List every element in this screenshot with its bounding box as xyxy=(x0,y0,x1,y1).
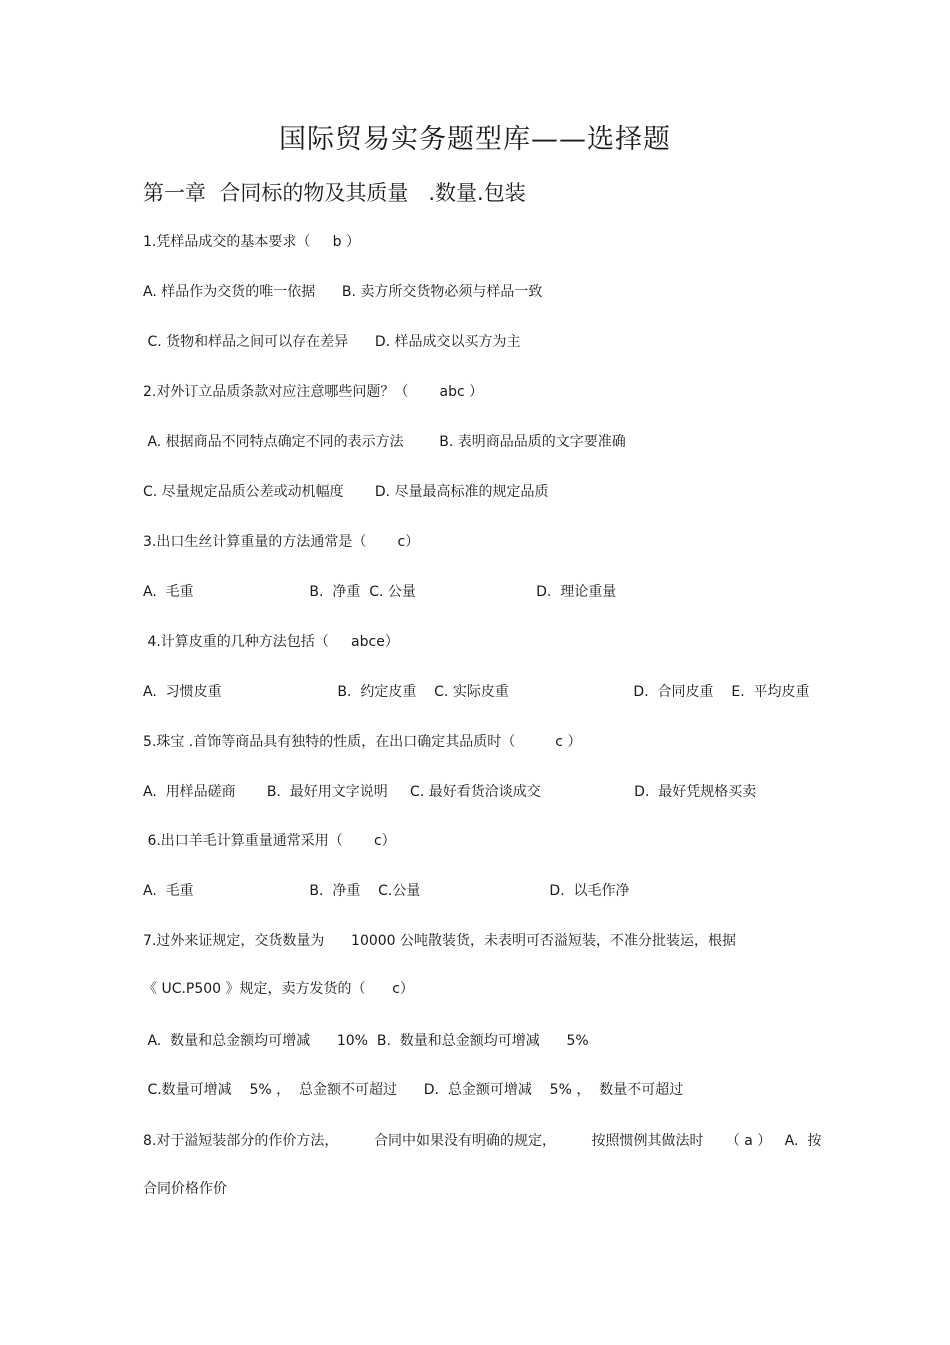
question-8-continued: 合同价格作价 xyxy=(143,1181,227,1197)
question-7: 7.过外来证规定，交货数量为 10000 公吨散装货，未表明可否溢短装，不准分批装运，根据 xyxy=(143,933,737,949)
question-1-options-ab: A. 样品作为交货的唯一依据 B. 卖方所交货物必须与样品一致 xyxy=(143,284,543,300)
question-4: 4.计算皮重的几种方法包括（ abce） xyxy=(143,634,399,650)
question-2-options-ab: A. 根据商品不同特点确定不同的表示方法 B. 表明商品品质的文字要准确 xyxy=(143,434,626,450)
question-1-options-cd: C. 货物和样品之间可以存在差异 D. 样品成交以买方为主 xyxy=(143,334,521,350)
question-5-options: A. 用样品磋商 B. 最好用文字说明 C. 最好看货洽谈成交 D. 最好凭规格买卖 xyxy=(143,784,757,800)
question-2: 2.对外订立品质条款对应注意哪些问题？（ abc ） xyxy=(143,384,484,400)
question-3: 3.出口生丝计算重量的方法通常是（ c） xyxy=(143,534,420,550)
document-title: 国际贸易实务题型库——选择题 xyxy=(279,124,671,155)
chapter-heading: 第一章 合同标的物及其质量 .数量.包装 xyxy=(143,181,526,205)
question-3-options: A. 毛重 B. 净重 C. 公量 D. 理论重量 xyxy=(143,584,617,600)
question-6-options: A. 毛重 B. 净重 C.公量 D. 以毛作净 xyxy=(143,883,630,899)
question-5: 5.珠宝 .首饰等商品具有独特的性质，在出口确定其品质时（ c ） xyxy=(143,734,582,750)
question-2-options-cd: C. 尽量规定品质公差或动机幅度 D. 尽量最高标准的规定品质 xyxy=(143,484,549,500)
question-4-options: A. 习惯皮重 B. 约定皮重 C. 实际皮重 D. 合同皮重 E. 平均皮重 xyxy=(143,684,810,700)
question-8: 8.对于溢短装部分的作价方法， 合同中如果没有明确的规定， 按照惯例其做法时 （ a ） A. 按 xyxy=(143,1133,822,1149)
question-1: 1.凭样品成交的基本要求（ b ） xyxy=(143,234,360,250)
question-7-continued: 《 UC.P500 》规定，卖方发货的（ c） xyxy=(143,981,414,997)
question-7-options-ab: A. 数量和总金额均可增减 10% B. 数量和总金额均可增减 5% xyxy=(143,1033,589,1049)
question-7-options-cd: C.数量可增减 5% ， 总金额不可超过 D. 总金额可增减 5% ， 数量不可超过 xyxy=(143,1082,684,1098)
question-6: 6.出口羊毛计算重量通常采用（ c） xyxy=(143,833,396,849)
